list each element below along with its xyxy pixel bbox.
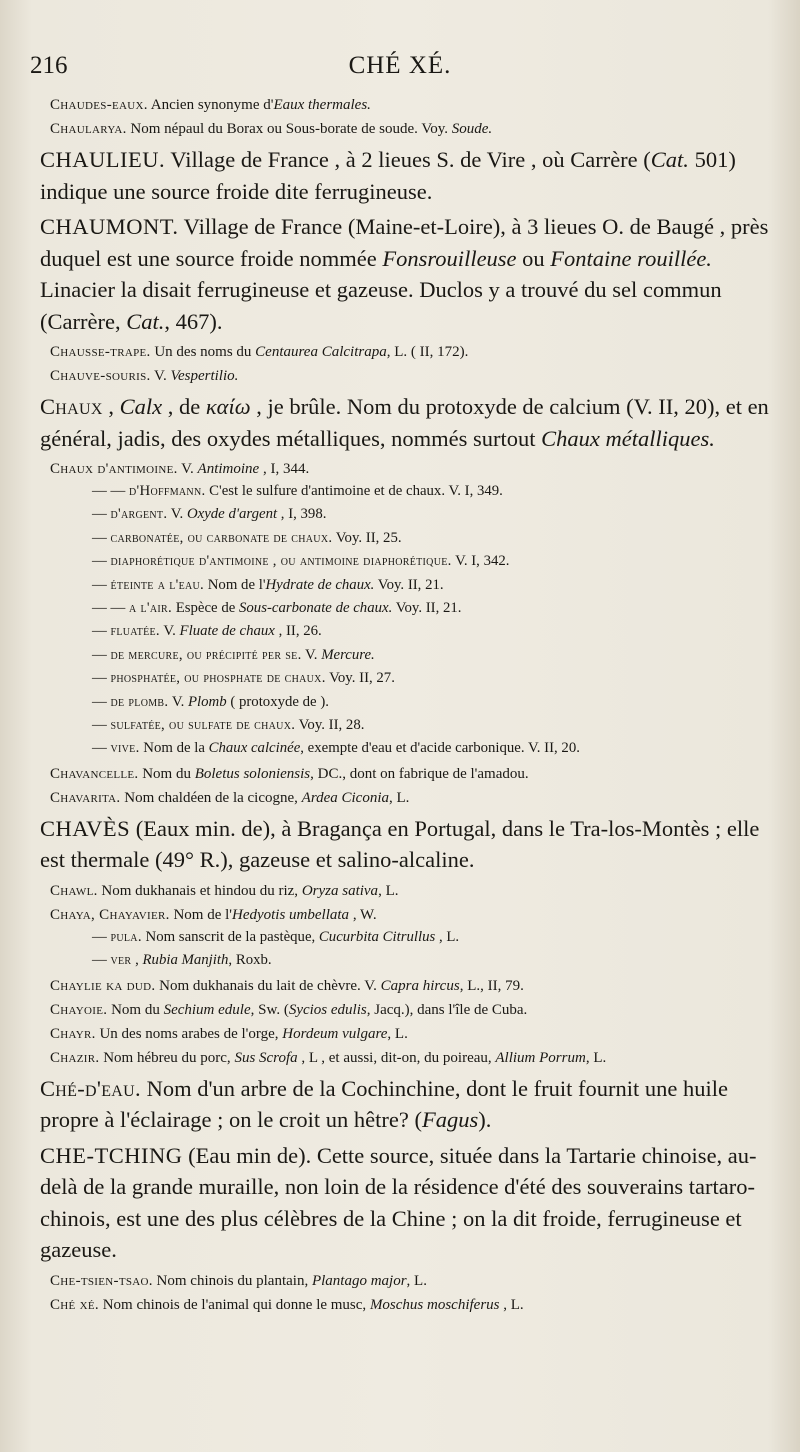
entry-headword: Chausse-trape.	[50, 344, 151, 360]
italic-term: Fonsrouilleuse	[382, 245, 517, 271]
entry-text: Un des noms du	[150, 344, 256, 360]
entry-text: Nom de l'	[204, 576, 266, 593]
entry-text: Voy. II, 25.	[332, 529, 402, 546]
entry-headword: Chawl.	[50, 882, 98, 899]
entry-text: ( protoxyde de ).	[226, 693, 329, 710]
italic-term: Allium Porrum	[495, 1049, 586, 1066]
dictionary-entry	[40, 503, 770, 526]
italic-term: Eaux thermales.	[273, 97, 371, 113]
dictionary-entry	[40, 620, 770, 643]
entry-text: Village de France (Maine-et-Loire), à 3 lieues O. de Baugé , près duquel est une source froide nommée	[40, 214, 769, 271]
entry-text: Village de France , à 2 lieues S. de Vire , où Carrère (	[165, 147, 651, 172]
entry-text: , je brûle. Nom du protoxyde de calcium (V. II, 20), et en général, jadis, des oxydes métalliques, nommés surtout	[40, 394, 769, 451]
entry-headword: ver	[110, 952, 132, 969]
italic-term: Soude.	[451, 121, 493, 137]
entry-headword: Chaya, Chayavier.	[50, 906, 170, 923]
entry-text: C'est le sulfure d'antimoine et de chaux. V. I, 349.	[205, 483, 503, 499]
entry-text: V.	[150, 368, 171, 384]
dictionary-entry	[40, 1270, 770, 1292]
italic-term: Sycios edulis	[288, 1001, 367, 1018]
dictionary-entry	[40, 480, 770, 503]
entry-text: , 467).	[164, 308, 223, 334]
entry-headword: Chayoie.	[50, 1001, 108, 1018]
italic-term: Sechium edule	[163, 1001, 251, 1018]
italic-term: Cat.	[650, 147, 689, 172]
entries-column	[40, 92, 770, 1316]
entry-text: ,	[131, 952, 143, 969]
entry-text: , L.	[435, 928, 460, 945]
entry-headword: CHAULIEU.	[40, 147, 166, 172]
entry-headword: Chavancelle.	[50, 765, 139, 782]
entry-text: Nom dukhanais du lait de chèvre. V.	[155, 977, 381, 994]
running-title: CHÉ XÉ.	[348, 52, 452, 79]
italic-term: Moschus moschiferus	[369, 1296, 500, 1313]
entry-headword: d'argent.	[110, 506, 168, 523]
dictionary-entry	[40, 999, 770, 1021]
ditto-dash: — —	[92, 483, 129, 499]
entry-text: , I, 398.	[277, 506, 327, 523]
italic-term: καίω	[205, 394, 251, 419]
italic-term: Fontaine rouillée.	[550, 245, 712, 271]
italic-term: Chaux calcinée	[208, 740, 301, 757]
ditto-dash: —	[92, 576, 111, 593]
dictionary-entry	[40, 667, 770, 690]
dictionary-entry	[40, 391, 770, 454]
entry-text: , de	[162, 394, 206, 419]
entry-headword: Ché-d'eau.	[40, 1075, 141, 1101]
entry-text: Linacier la disait ferrugineuse et gazeuse. Duclos y a trouvé du sel commun (Carrère,	[40, 277, 722, 334]
entry-headword: Che-tsien-tsao.	[50, 1272, 153, 1289]
entry-headword: de mercure, ou précipité per se.	[110, 646, 302, 663]
ditto-dash: —	[92, 623, 111, 640]
dictionary-entry	[40, 458, 770, 480]
ditto-dash: —	[92, 506, 111, 523]
entry-text: , L.	[378, 882, 399, 899]
italic-term: Rubia Manjith	[142, 952, 229, 969]
entry-text: V.	[168, 693, 188, 710]
italic-term: Ardea Ciconia	[301, 789, 390, 806]
dictionary-entry	[40, 1073, 770, 1136]
entry-text: , L.	[389, 789, 410, 806]
dictionary-entry	[40, 975, 770, 997]
dictionary-entry	[40, 365, 770, 387]
entry-headword: Chaylie ka dud.	[50, 977, 156, 994]
italic-term: Hydrate de chaux.	[265, 576, 375, 593]
italic-term: Cat.	[126, 308, 165, 334]
dictionary-entry	[40, 1023, 770, 1045]
entry-text: Nom hébreu du porc,	[99, 1049, 235, 1066]
dictionary-entry	[40, 949, 770, 972]
italic-term: Cucurbita Citrullus	[318, 928, 436, 945]
entry-text: V.	[177, 461, 198, 477]
entry-headword: d'Hoffmann.	[129, 483, 206, 499]
dictionary-entry	[40, 144, 770, 207]
entry-text: Nom népaul du Borax ou Sous-borate de soude. Voy.	[126, 121, 452, 137]
italic-term: Vespertilio.	[170, 368, 239, 384]
entry-headword: Ché xé.	[50, 1296, 99, 1313]
entry-text: , Roxb.	[228, 952, 272, 969]
dictionary-entry	[40, 1047, 770, 1069]
entry-headword: diaphorétique d'antimoine , ou antimoine diaphorétique.	[110, 553, 452, 570]
entry-text: V.	[301, 646, 322, 663]
entry-text: , Sw. (	[250, 1001, 289, 1018]
entry-text: V.	[159, 623, 180, 640]
ditto-dash: —	[92, 717, 111, 734]
italic-term: Chaux métalliques.	[541, 425, 715, 451]
ditto-dash: —	[92, 646, 111, 663]
dictionary-entry	[40, 787, 770, 809]
dictionary-entry	[40, 550, 770, 573]
entry-text: Nom chaldéen de la cicogne,	[120, 789, 302, 806]
entry-headword: carbonatée, ou carbonate de chaux.	[110, 529, 333, 546]
entry-headword: CHAVÈS	[40, 815, 131, 841]
entry-text: Nom du	[107, 1001, 164, 1018]
italic-term: Oryza sativa	[301, 882, 379, 899]
ditto-dash: —	[92, 670, 111, 687]
entry-text: (Eaux min. de), à Bragança en Portugal, dans le Tra-los-Montès ; elle est thermale (49° R.), gazeuse et salino-alcaline.	[40, 815, 760, 873]
italic-term: Oxyde d'argent	[186, 506, 278, 523]
ditto-dash: —	[92, 693, 111, 710]
entry-text: Espèce de	[172, 600, 239, 617]
entry-headword: fluatée.	[110, 623, 160, 640]
entry-text: ou	[516, 245, 551, 271]
entry-text: V.	[167, 506, 187, 523]
entry-text: Voy. II, 27.	[325, 670, 395, 687]
entry-text: , I, 344.	[259, 461, 310, 477]
italic-term: Centaurea Calcitrapa	[255, 344, 387, 360]
entry-text: 501) indique une source froide dite ferrugineuse.	[40, 147, 736, 204]
dictionary-entry	[40, 763, 770, 785]
entry-headword: Chazir.	[50, 1049, 100, 1066]
italic-term: Antimoine	[197, 461, 260, 477]
dictionary-entry	[40, 574, 770, 597]
entry-text: Nom d'un arbre de la Cochinchine, dont le fruit fournit une huile propre à l'éclairage ; on le croit un hêtre? (	[40, 1075, 728, 1133]
entry-text: V. I, 342.	[451, 553, 510, 570]
dictionary-entry	[40, 211, 770, 337]
entry-headword: Chaux	[40, 394, 103, 419]
entry-text: Voy. II, 28.	[295, 717, 365, 734]
dictionary-entry	[40, 926, 770, 949]
entry-text: , L.	[499, 1296, 524, 1313]
italic-term: Sous-carbonate de chaux.	[239, 600, 393, 617]
italic-term: Hordeum vulgare	[282, 1025, 388, 1042]
dictionary-entry	[40, 737, 770, 760]
italic-term: Plomb	[188, 693, 227, 710]
italic-term: Fluate de chaux	[179, 623, 275, 640]
dictionary-entry	[40, 118, 770, 140]
entry-text: (Eau min de). Cette source, située dans la Tartarie chinoise, au-delà de la grande muraille, non loin de la résidence d'été des souverains tartaro-chinois, est une des plus célèbres de la Chine ; on la dit froide, ferrugineuse et gazeuse.	[40, 1142, 757, 1263]
ditto-dash: —	[92, 740, 111, 757]
ditto-dash: —	[92, 553, 111, 570]
italic-term: Calx	[119, 394, 163, 419]
italic-term: Boletus soloniensis	[194, 765, 311, 782]
entry-text: Voy. II, 21.	[392, 600, 462, 617]
entry-headword: Chaux d'antimoine.	[50, 461, 178, 477]
ditto-dash: —	[92, 928, 111, 945]
entry-headword: phosphatée, ou phosphate de chaux.	[110, 670, 326, 687]
italic-term: Hedyotis umbellata	[231, 906, 350, 923]
entry-text: , L.	[406, 1272, 427, 1289]
entry-headword: Chaularya.	[50, 121, 127, 137]
dictionary-entry	[40, 644, 770, 667]
ditto-dash: —	[92, 952, 111, 969]
entry-text: , L.	[387, 1025, 408, 1042]
dictionary-entry	[40, 341, 770, 363]
entry-text: Nom dukhanais et hindou du riz,	[97, 882, 302, 899]
entry-headword: pula.	[110, 928, 142, 945]
dictionary-entry	[40, 714, 770, 737]
entry-text: , L., II, 79.	[459, 977, 524, 994]
dictionary-entry	[40, 597, 770, 620]
dictionary-entry	[40, 904, 770, 926]
entry-text: Nom chinois du plantain,	[152, 1272, 312, 1289]
dictionary-entry	[40, 527, 770, 550]
entry-headword: Chaudes-eaux.	[50, 97, 148, 113]
entry-text: , exempte d'eau et d'acide carbonique. V. II, 20.	[300, 740, 580, 757]
entry-headword: vive.	[110, 740, 140, 757]
entry-text: , L , et aussi, dit-on, du poireau,	[297, 1049, 496, 1066]
entry-headword: CHE-TCHING	[40, 1142, 183, 1168]
italic-term: Mercure.	[321, 646, 375, 663]
entry-text: , W.	[349, 906, 377, 923]
italic-term: Sus Scrofa	[234, 1049, 298, 1066]
page-header	[30, 48, 770, 82]
entry-text: Voy. II, 21.	[374, 576, 444, 593]
italic-term: Fagus	[421, 1107, 479, 1133]
entry-headword: Chayr.	[50, 1025, 96, 1042]
ditto-dash: — —	[92, 600, 129, 617]
entry-text: , L.	[585, 1049, 607, 1066]
entry-text: Nom sanscrit de la pastèque,	[141, 928, 319, 945]
page-number: 216	[30, 52, 68, 79]
entry-text: ,	[102, 394, 120, 419]
entry-text: Ancien synonyme d'	[147, 97, 274, 113]
entry-text: , Jacq.), dans l'île de Cuba.	[366, 1001, 528, 1018]
italic-term: Plantago major	[311, 1272, 407, 1289]
entry-headword: a l'air.	[129, 600, 173, 617]
entry-headword: sulfatée, ou sulfate de chaux.	[110, 717, 296, 734]
dictionary-entry	[40, 880, 770, 902]
entry-text: , L. ( II, 172).	[386, 344, 469, 360]
dictionary-entry	[40, 691, 770, 714]
entry-text: Nom de l'	[169, 906, 232, 923]
entry-text: , DC., dont on fabrique de l'amadou.	[310, 765, 529, 782]
entry-text: Un des noms arabes de l'orge,	[95, 1025, 283, 1042]
entry-headword: Chavarita.	[50, 789, 121, 806]
entry-headword: de plomb.	[110, 693, 169, 710]
dictionary-entry	[40, 1140, 770, 1266]
entry-text: Nom de la	[139, 740, 209, 757]
ditto-dash: —	[92, 529, 111, 546]
entry-text: , II, 26.	[274, 623, 322, 640]
entry-text: ).	[478, 1107, 492, 1133]
dictionary-entry	[40, 813, 770, 876]
dictionary-entry	[40, 94, 770, 116]
entry-headword: CHAUMONT.	[40, 214, 179, 239]
entry-text: Nom chinois de l'animal qui donne le musc,	[98, 1296, 370, 1313]
entry-text: Nom du	[138, 765, 195, 782]
entry-headword: éteinte a l'eau.	[110, 576, 205, 593]
entry-headword: Chauve-souris.	[50, 368, 151, 384]
dictionary-entry	[40, 1294, 770, 1316]
italic-term: Capra hircus	[380, 977, 460, 994]
